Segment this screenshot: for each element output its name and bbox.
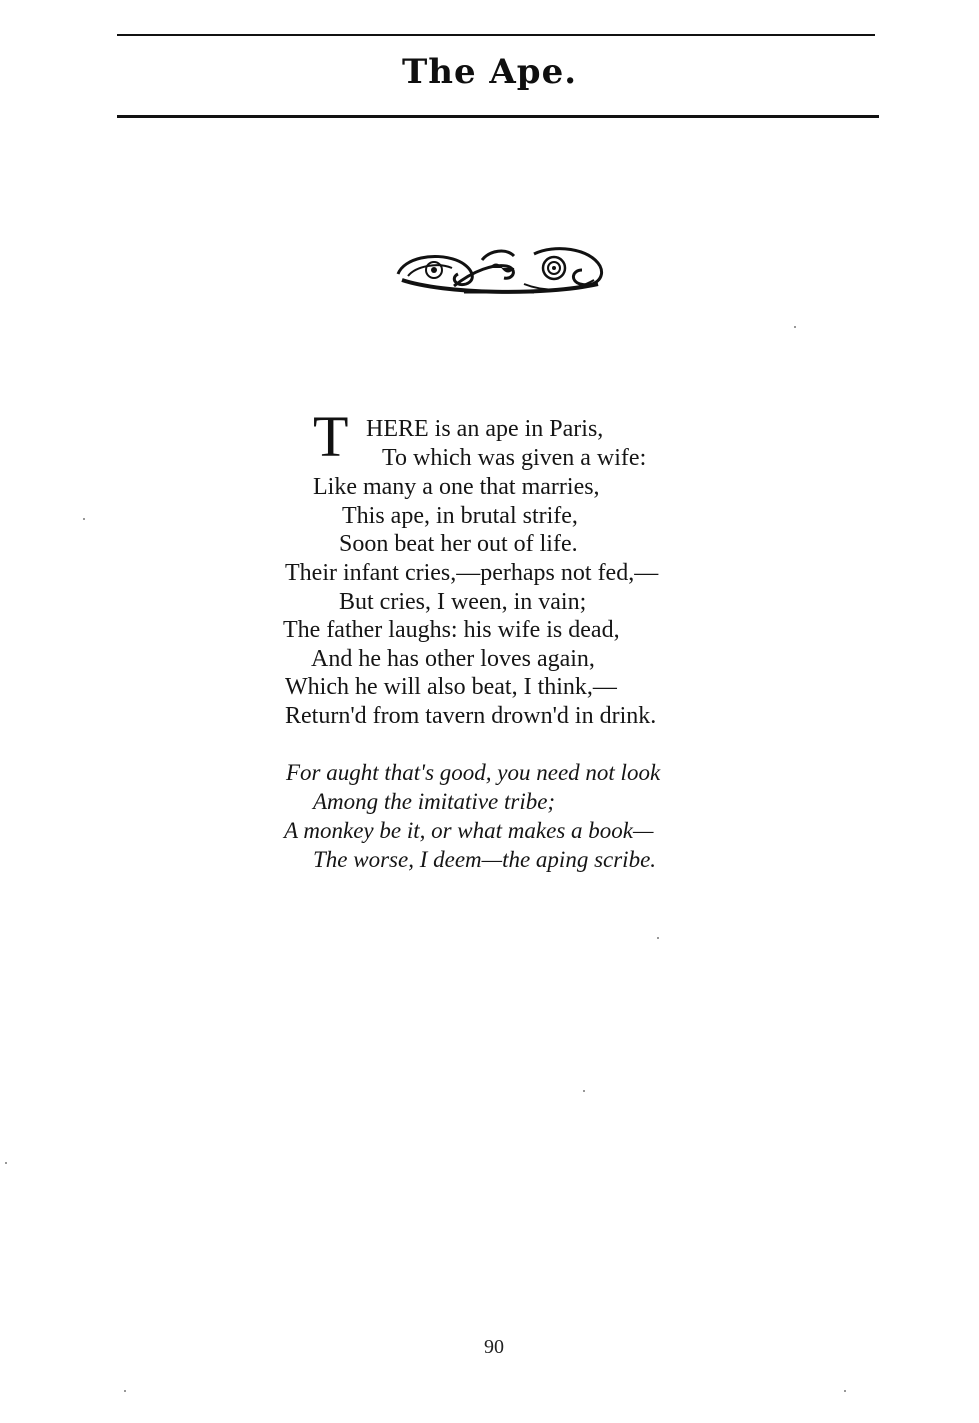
page-number: 90	[484, 1336, 504, 1358]
poem-line: Which he will also beat, I think,—	[285, 674, 617, 700]
moral-line: For aught that's good, you need not look	[286, 760, 661, 785]
print-speck	[794, 326, 796, 328]
poem-line: HERE is an ape in Paris,	[366, 416, 604, 442]
print-speck	[657, 937, 659, 939]
poem-line: And he has other loves again,	[311, 646, 595, 672]
print-speck	[844, 1390, 846, 1392]
drop-cap: T	[313, 404, 349, 469]
print-speck	[83, 518, 85, 520]
poem-line: Soon beat her out of life.	[339, 531, 578, 557]
poem-line: Return'd from tavern drown'd in drink.	[285, 703, 657, 729]
moral-line: Among the imitative tribe;	[313, 789, 556, 814]
print-speck	[124, 1390, 126, 1392]
print-speck	[5, 1162, 7, 1164]
print-speck	[583, 1090, 585, 1092]
poem-line: The father laughs: his wife is dead,	[283, 617, 620, 643]
moral-line: A monkey be it, or what makes a book—	[284, 818, 654, 843]
poem-line: To which was given a wife:	[382, 445, 647, 471]
page-title: The Ape.	[401, 52, 578, 92]
poem-line: This ape, in brutal strife,	[342, 503, 578, 529]
poem-line: Their infant cries,—perhaps not fed,—	[285, 560, 659, 586]
poem-line: But cries, I ween, in vain;	[339, 589, 587, 615]
poem-line: Like many a one that marries,	[313, 474, 600, 500]
moral-line: The worse, I deem—the aping scribe.	[313, 847, 657, 872]
